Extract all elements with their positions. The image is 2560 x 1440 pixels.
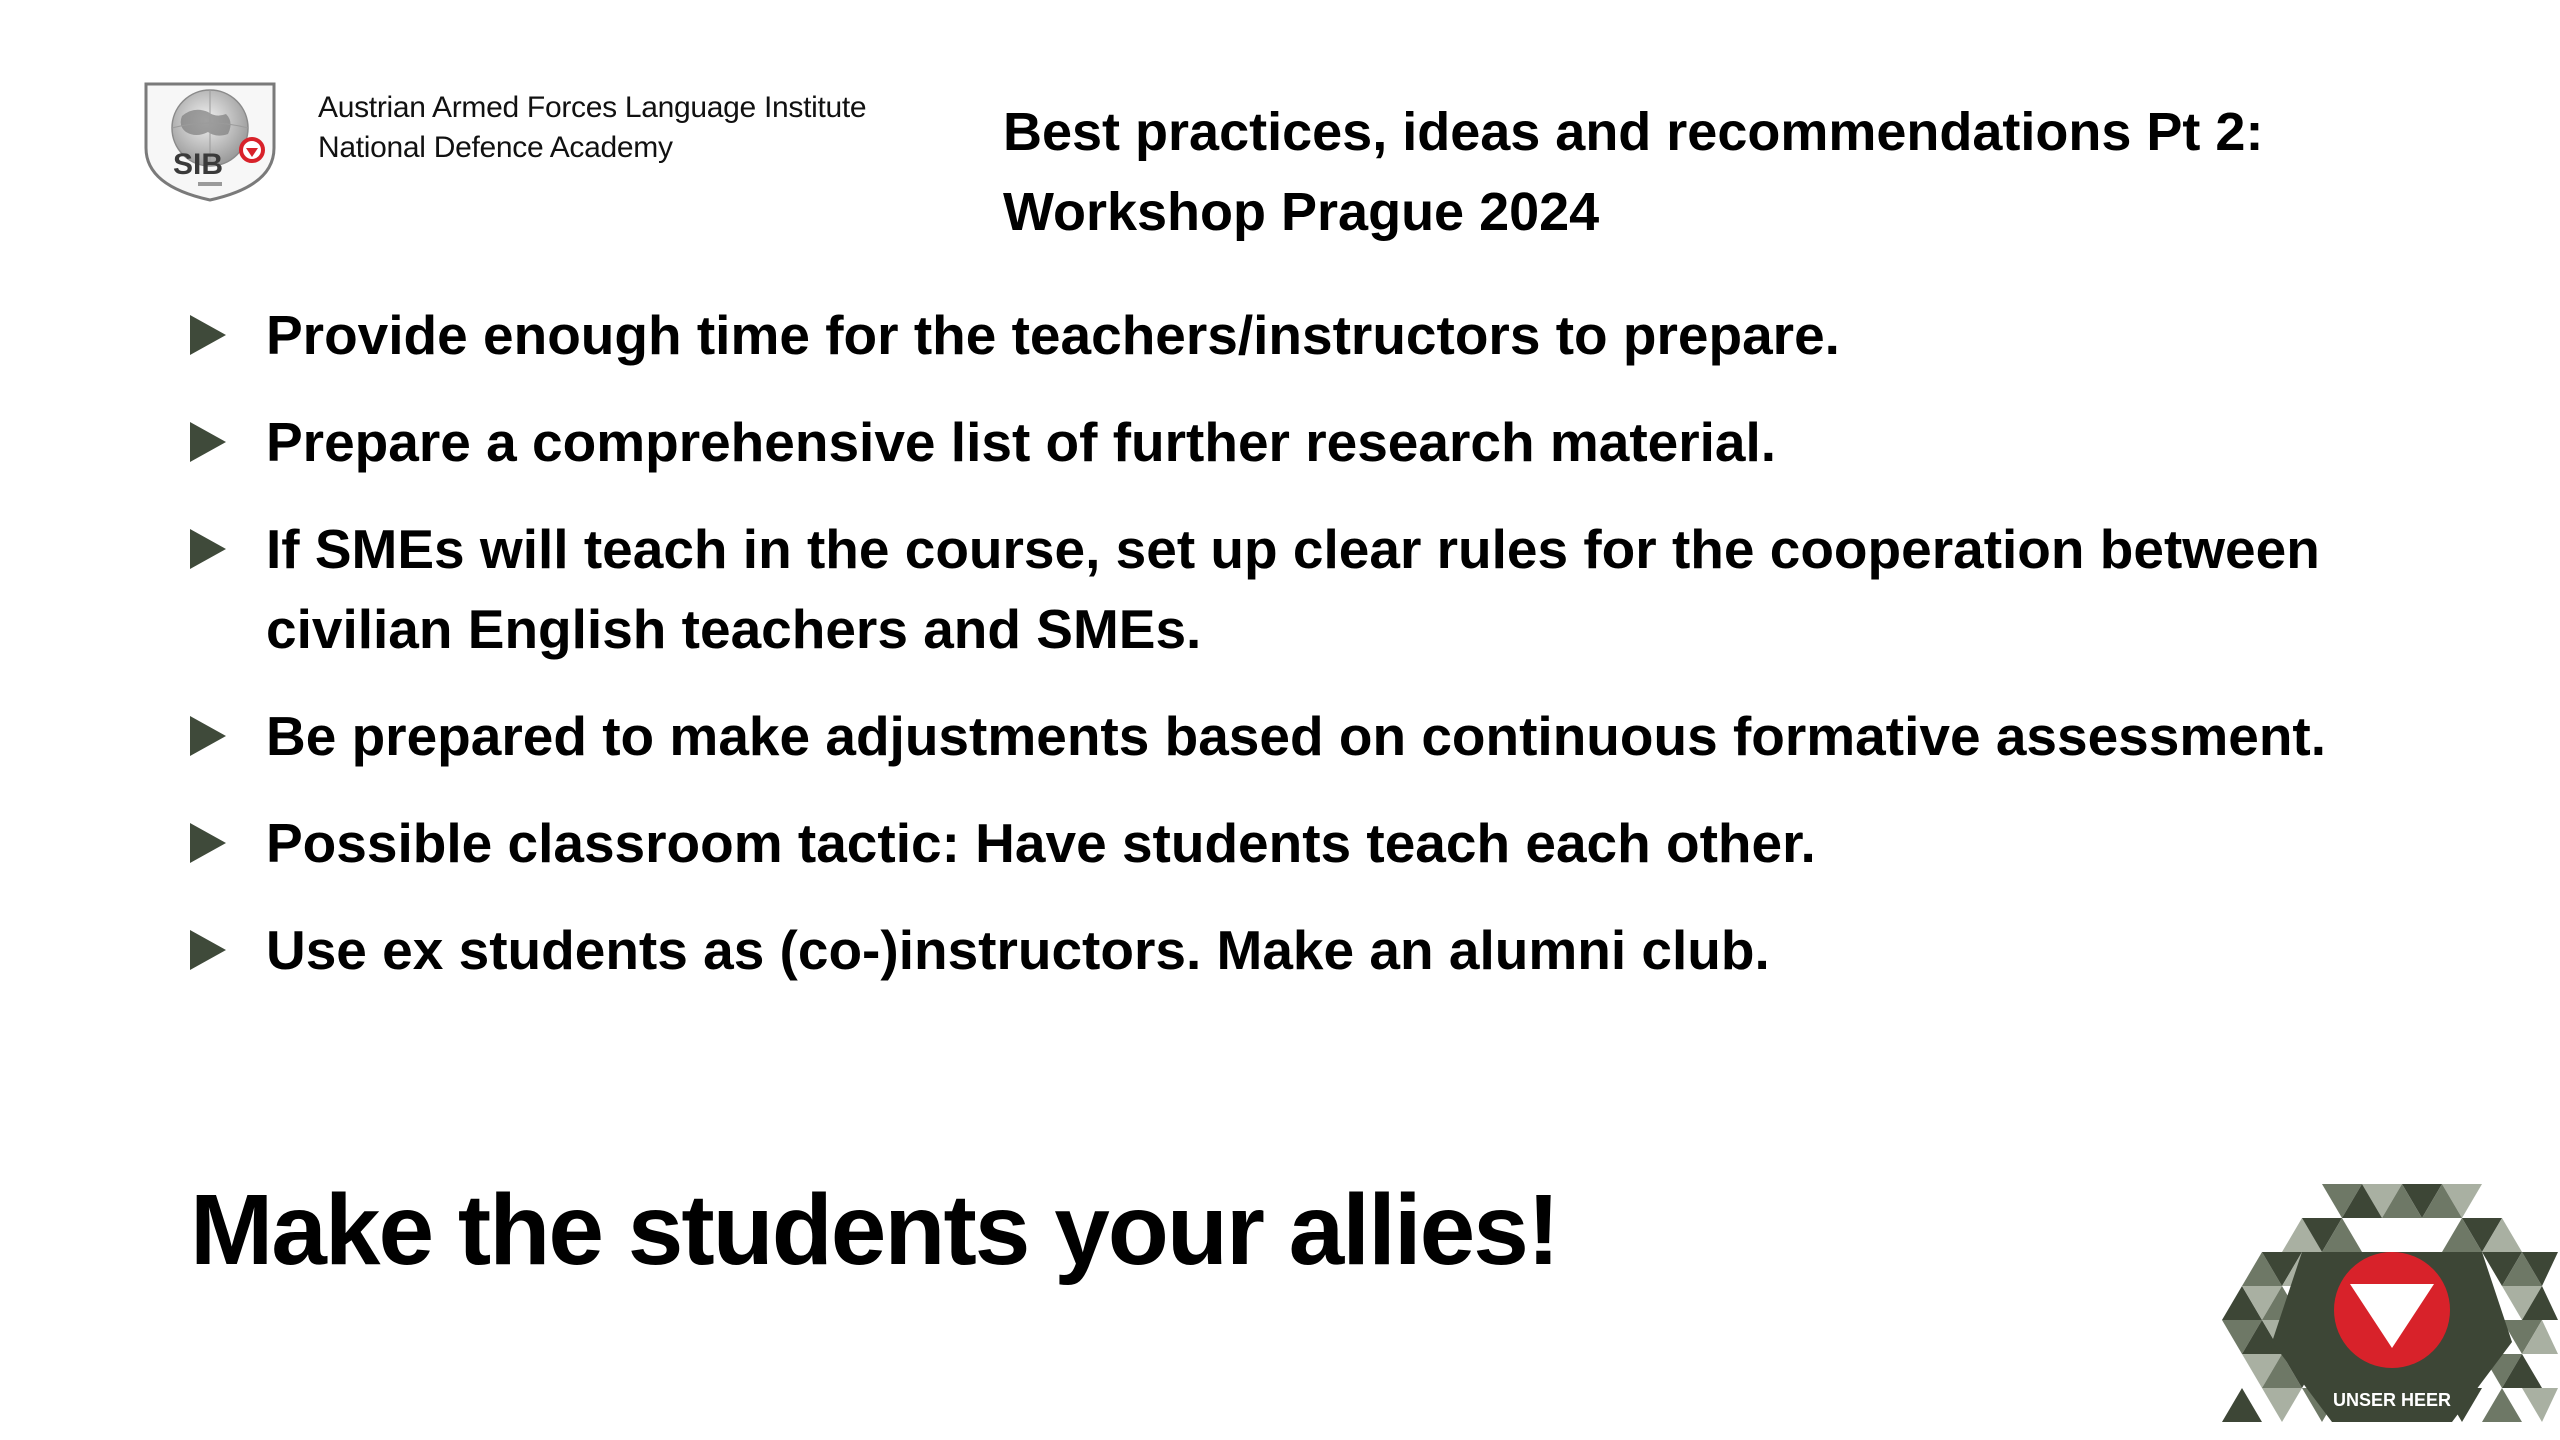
title-line-1: Best practices, ideas and recommendations Pt 2:: [1003, 102, 2264, 162]
bullet-text: Prepare a comprehensive list of further research material.: [266, 411, 1777, 473]
bullet-text: Be prepared to make adjustments based on continuous formative assessment.: [266, 705, 2327, 767]
bullet-item: [188, 509, 2348, 669]
bullet-item: [188, 696, 2348, 776]
triangle-bullet-icon: [188, 712, 228, 760]
bullet-item: [188, 295, 2348, 375]
institute-name: Austrian Armed Forces Language Institute: [318, 91, 867, 124]
bullet-item: [188, 402, 2348, 482]
title-line-2: Workshop Prague 2024: [1003, 182, 1600, 242]
sib-logo-icon: [142, 78, 278, 202]
callout-text: Make the students your allies!: [190, 1174, 1559, 1286]
bullet-list: [188, 295, 2348, 1017]
triangle-bullet-icon: [188, 926, 228, 974]
army-emblem-icon: [2212, 1172, 2558, 1440]
triangle-bullet-icon: [188, 819, 228, 867]
slide-title: [1003, 92, 2503, 252]
bullet-text: Possible classroom tactic: Have students teach each other.: [266, 812, 1816, 874]
bullet-text: Provide enough time for the teachers/instructors to prepare.: [266, 304, 1840, 366]
bullet-item: [188, 803, 2348, 883]
triangle-bullet-icon: [188, 525, 228, 573]
bullet-item: [188, 910, 2348, 990]
bullet-text: If SMEs will teach in the course, set up clear rules for the cooperation between civilian English teachers and SMEs.: [266, 518, 2320, 660]
logo-text: SIB: [172, 148, 224, 181]
academy-name: National Defence Academy: [318, 131, 673, 164]
bullet-text: Use ex students as (co-)instructors. Make an alumni club.: [266, 919, 1770, 981]
organization-block: [318, 88, 866, 168]
brand-text: UNSER HEER: [2332, 1390, 2452, 1410]
triangle-bullet-icon: [188, 418, 228, 466]
triangle-bullet-icon: [188, 311, 228, 359]
